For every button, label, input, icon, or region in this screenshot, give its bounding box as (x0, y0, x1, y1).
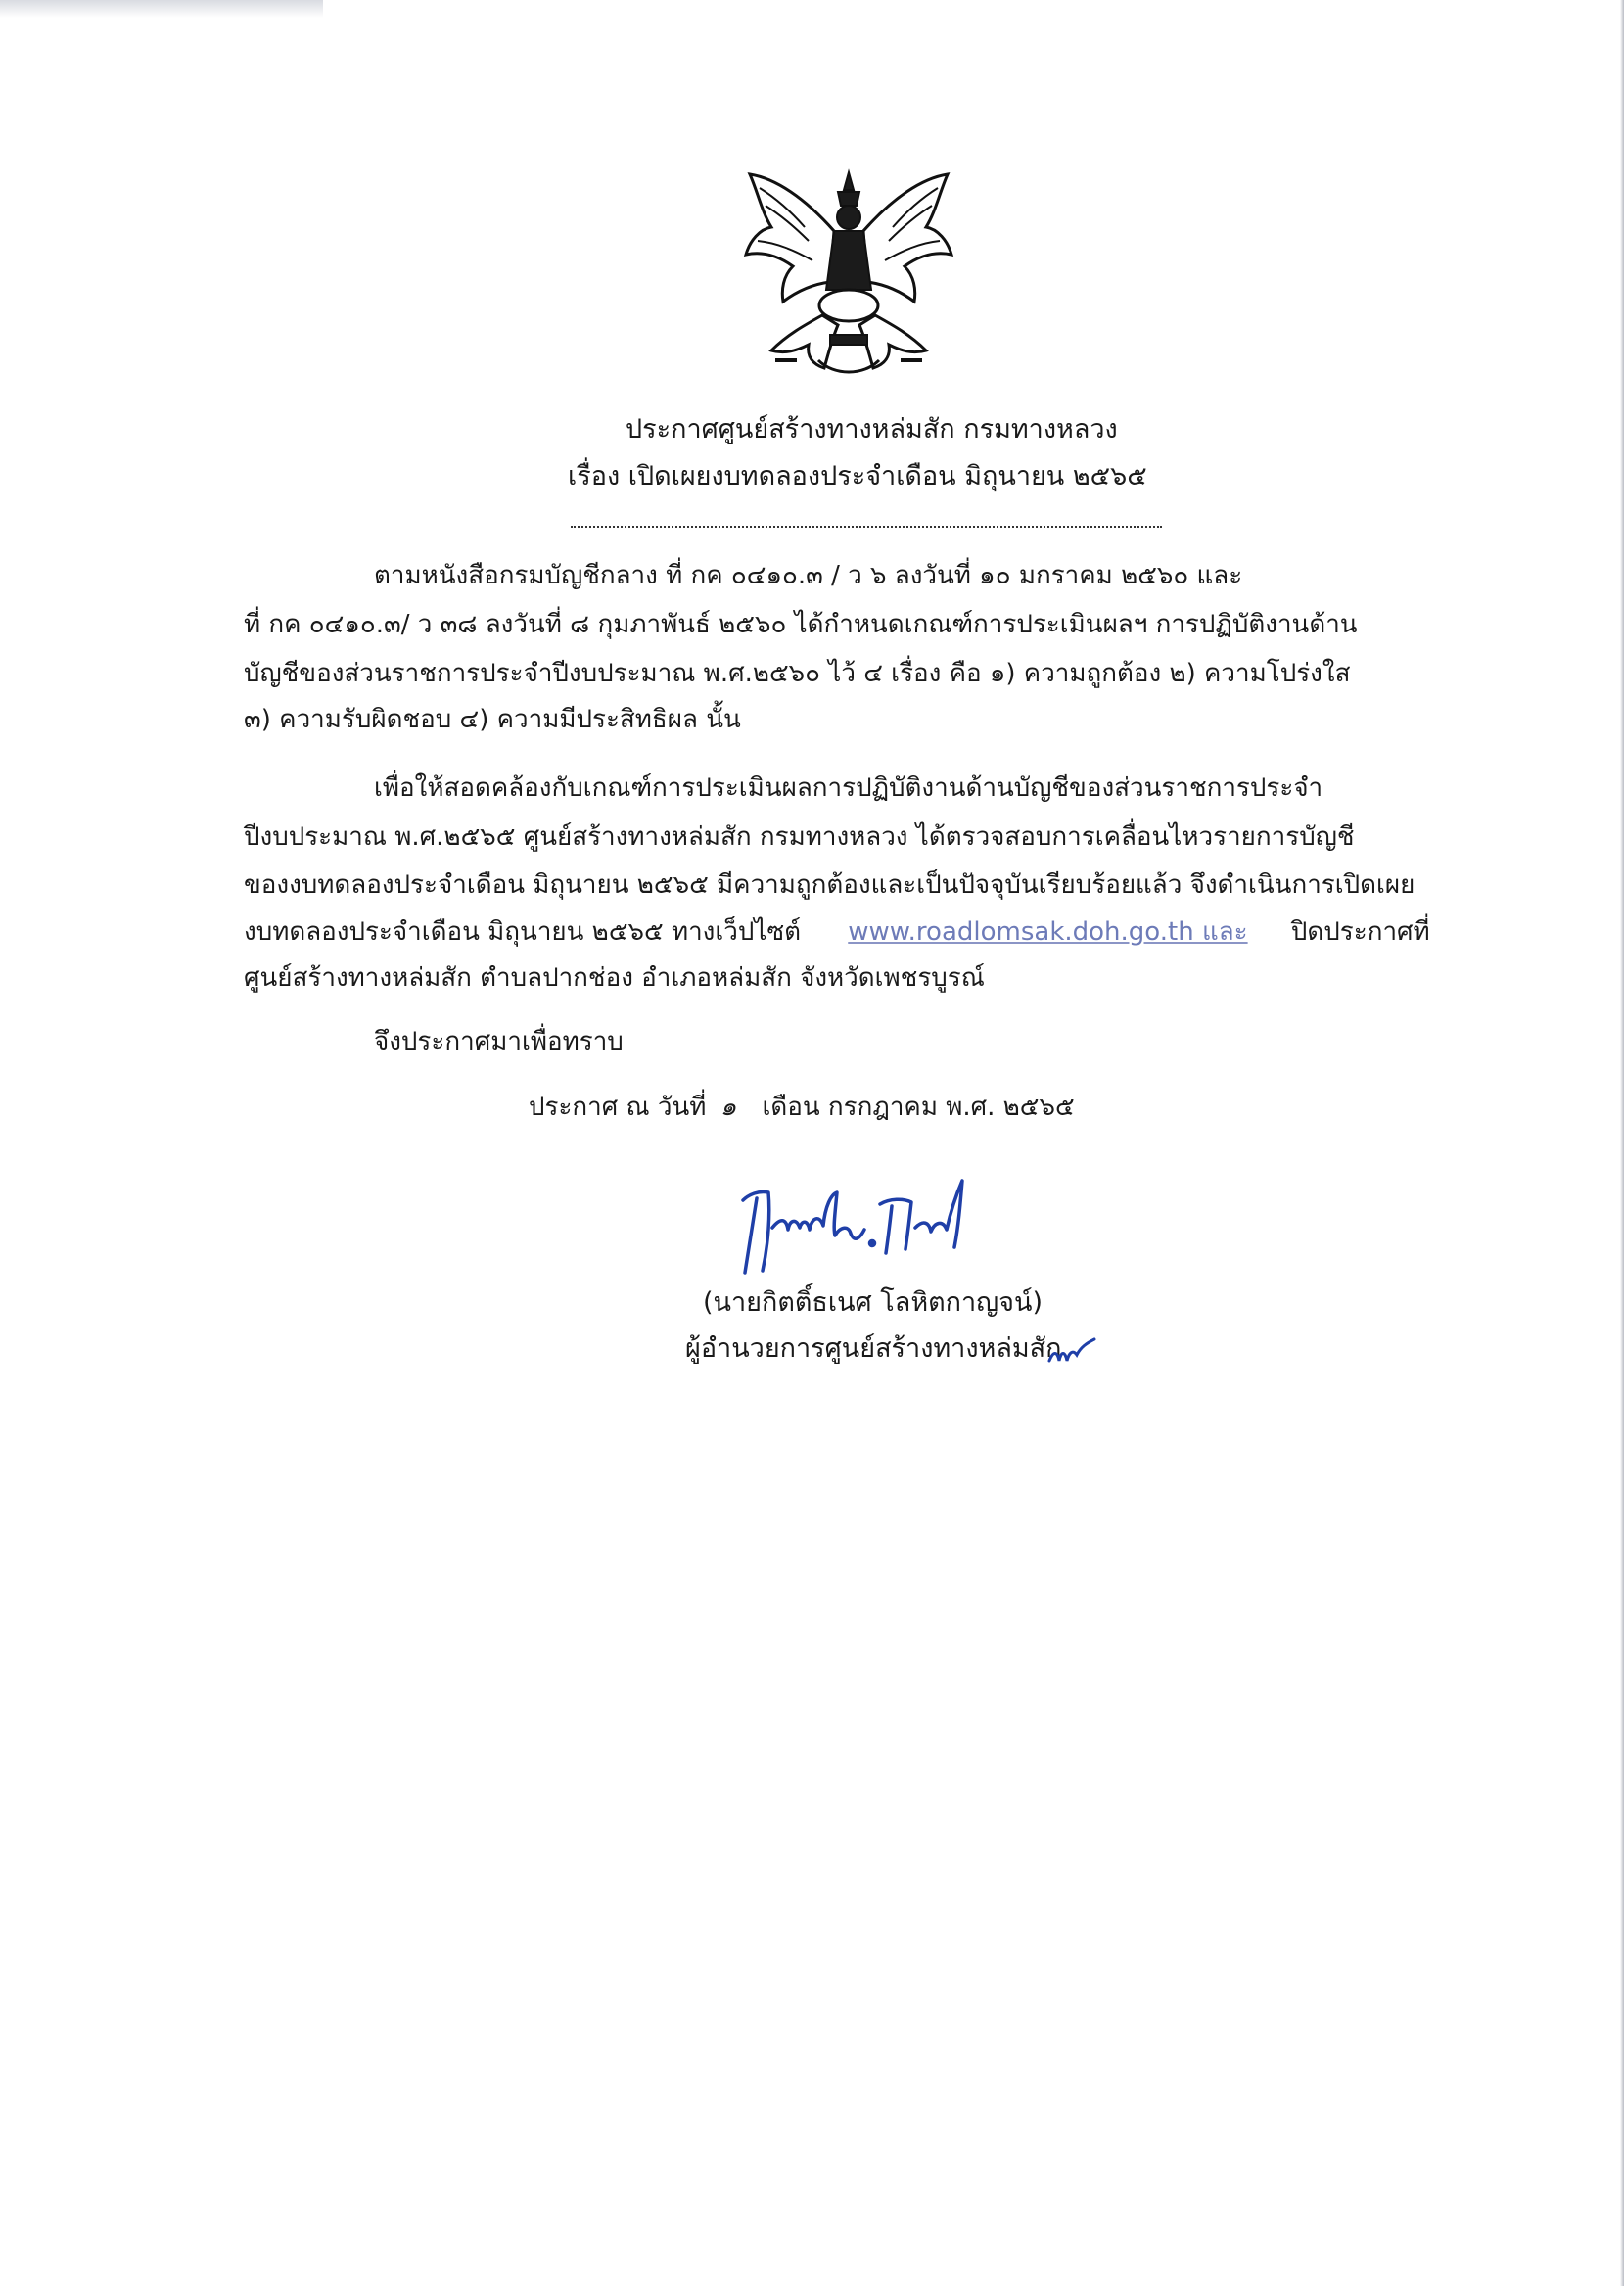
paragraph-line: ของงบทดลองประจำเดือน มิถุนายน ๒๕๖๕ มีความถูกต้องและเป็นปัจจุบันเรียบร้อยแล้ว จึงดำเนินการเปิดเผย (244, 870, 1415, 900)
announcement-date (529, 1091, 1075, 1124)
closing-line: จึงประกาศมาเพื่อทราบ (374, 1027, 624, 1056)
paragraph-line (244, 915, 1430, 949)
signature-icon (729, 1165, 1013, 1283)
page-edge (1620, 0, 1624, 2286)
signatory-name: (นายกิตติ์ธเนศ โลหิตกาญจน์) (703, 1287, 1043, 1318)
announcement-title: ประกาศศูนย์สร้างทางหล่มสัก กรมทางหลวง (626, 414, 1118, 444)
date-suffix: เดือน กรกฎาคม พ.ศ. ๒๕๖๕ (762, 1093, 1075, 1122)
date-prefix: ประกาศ ณ วันที่ (529, 1093, 707, 1122)
date-day: ๑ (719, 1093, 737, 1122)
paragraph-line: เพื่อให้สอดคล้องกับเกณฑ์การประเมินผลการปฏิบัติงานด้านบัญชีของส่วนราชการประจำ (374, 773, 1323, 803)
paragraph-line: ปีงบประมาณ พ.ศ.๒๕๖๕ ศูนย์สร้างทางหล่มสัก กรมทางหลวง ได้ตรวจสอบการเคลื่อนไหวรายการบัญชี (244, 822, 1355, 852)
paragraph-line: บัญชีของส่วนราชการประจำปีงบประมาณ พ.ศ.๒๕๖๐ ไว้ ๔ เรื่อง คือ ๑) ความถูกต้อง ๒) ความโปร่งใส (244, 659, 1351, 688)
paragraph-line: ๓) ความรับผิดชอบ ๔) ความมีประสิทธิผล นั้น (244, 705, 741, 734)
signatory-position: ผู้อำนวยการศูนย์สร้างทางหล่มสัก (685, 1333, 1062, 1364)
paragraph-text: งบทดลองประจำเดือน มิถุนายน ๒๕๖๕ ทางเว็ปไซต์ (244, 917, 801, 947)
paragraph-text: ปิดประกาศที่ (1290, 917, 1430, 947)
garuda-emblem-icon (736, 168, 961, 379)
paragraph-line: ที่ กค ๐๔๑๐.๓/ ว ๓๘ ลงวันที่ ๘ กุมภาพันธ์ ๒๕๖๐ ได้กำหนดเกณฑ์การประเมินผลฯ การปฏิบัติงานด้าน (244, 610, 1358, 639)
paragraph-line: ตามหนังสือกรมบัญชีกลาง ที่ กค ๐๔๑๐.๓ / ว ๖ ลงวันที่ ๑๐ มกราคม ๒๕๖๐ และ (374, 561, 1243, 590)
website-link[interactable]: www.roadlomsak.doh.go.th และ (848, 917, 1248, 947)
scan-shadow (0, 0, 323, 18)
dotted-divider (571, 526, 1162, 528)
announcement-subject: เรื่อง เปิดเผยงบทดลองประจำเดือน มิถุนายน ๒๕๖๕ (568, 461, 1147, 491)
initials-mark-icon (1045, 1333, 1100, 1373)
paragraph-line: ศูนย์สร้างทางหล่มสัก ตำบลปากช่อง อำเภอหล่มสัก จังหวัดเพชรบูรณ์ (244, 963, 985, 993)
